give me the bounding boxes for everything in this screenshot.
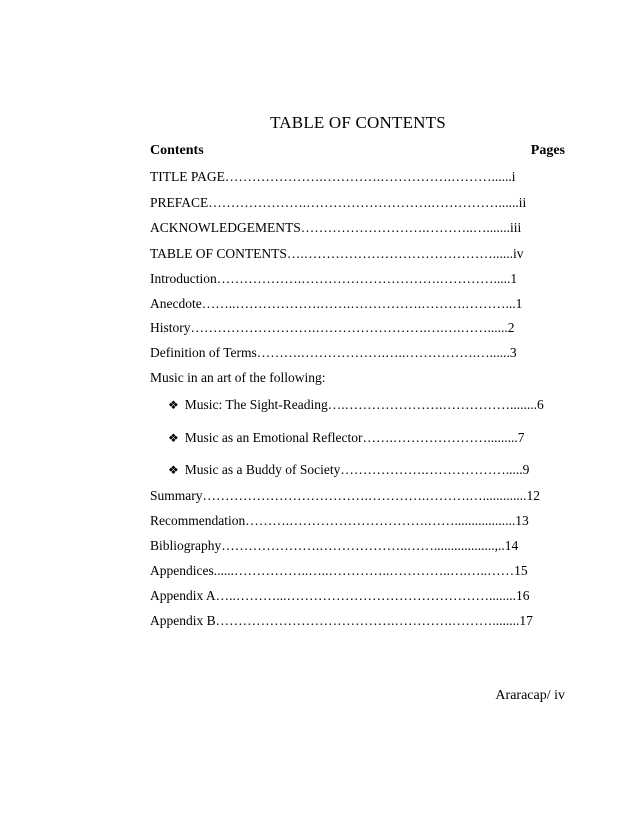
toc-entry-acknowledgements: ACKNOWLEDGEMENTS……………………….………..….......iii: [150, 220, 522, 235]
toc-entry-recommendation: Recommendation……….………………………….……..................13: [150, 513, 529, 528]
toc-entry-definition-of-terms: Definition of Terms……….……………….…..…………….…......3: [150, 345, 517, 360]
toc-entry-history: History……………………….…………………….….….……......2: [150, 320, 515, 335]
page-title: TABLE OF CONTENTS: [270, 113, 446, 132]
toc-subentry-sight-reading: ❖ Music: The Sight-Reading….………………….……………........6: [168, 397, 544, 412]
diamond-bullet-icon: ❖: [168, 463, 179, 477]
toc-entry-bibliography: Bibliography………………….………………..……..................,..14: [150, 538, 519, 553]
diamond-bullet-icon: ❖: [168, 398, 179, 412]
toc-entry-table-of-contents: TABLE OF CONTENTS….……………………………………......iv: [150, 246, 524, 261]
toc-entry-preface: PREFACE………………….……………………….……………......ii: [150, 195, 527, 210]
toc-entry-appendix-b: Appendix B………………………………….………….………........17: [150, 613, 533, 628]
toc-entry-appendices: Appendices......……………..…..…………..…………..….…..……15: [150, 563, 528, 578]
contents-column-header: Contents: [150, 143, 204, 158]
toc-entry-introduction: Introduction……………….………………………….………….....1: [150, 271, 518, 286]
toc-subentry-emotional-reflector: ❖ Music as an Emotional Reflector…….………………….........7: [168, 430, 525, 445]
toc-entry-appendix-a: Appendix A…..………...………………………………………........16: [150, 588, 530, 603]
toc-entry-anecdote: Anecdote……..……………….…….…………….……….………...1: [150, 296, 523, 311]
toc-entry-summary: Summary……………………………….………….……….….............12: [150, 488, 540, 503]
toc-entry-title-page: TITLE PAGE………………….………….…………….………......i: [150, 169, 516, 184]
diamond-bullet-icon: ❖: [168, 431, 179, 445]
toc-subentry-buddy-of-society: ❖ Music as a Buddy of Society……………….……………….....9: [168, 462, 530, 477]
pages-column-header: Pages: [530, 143, 565, 158]
toc-entry-music-heading: Music in an art of the following:: [150, 370, 326, 385]
page-footer: Araracap/ iv: [495, 688, 565, 703]
